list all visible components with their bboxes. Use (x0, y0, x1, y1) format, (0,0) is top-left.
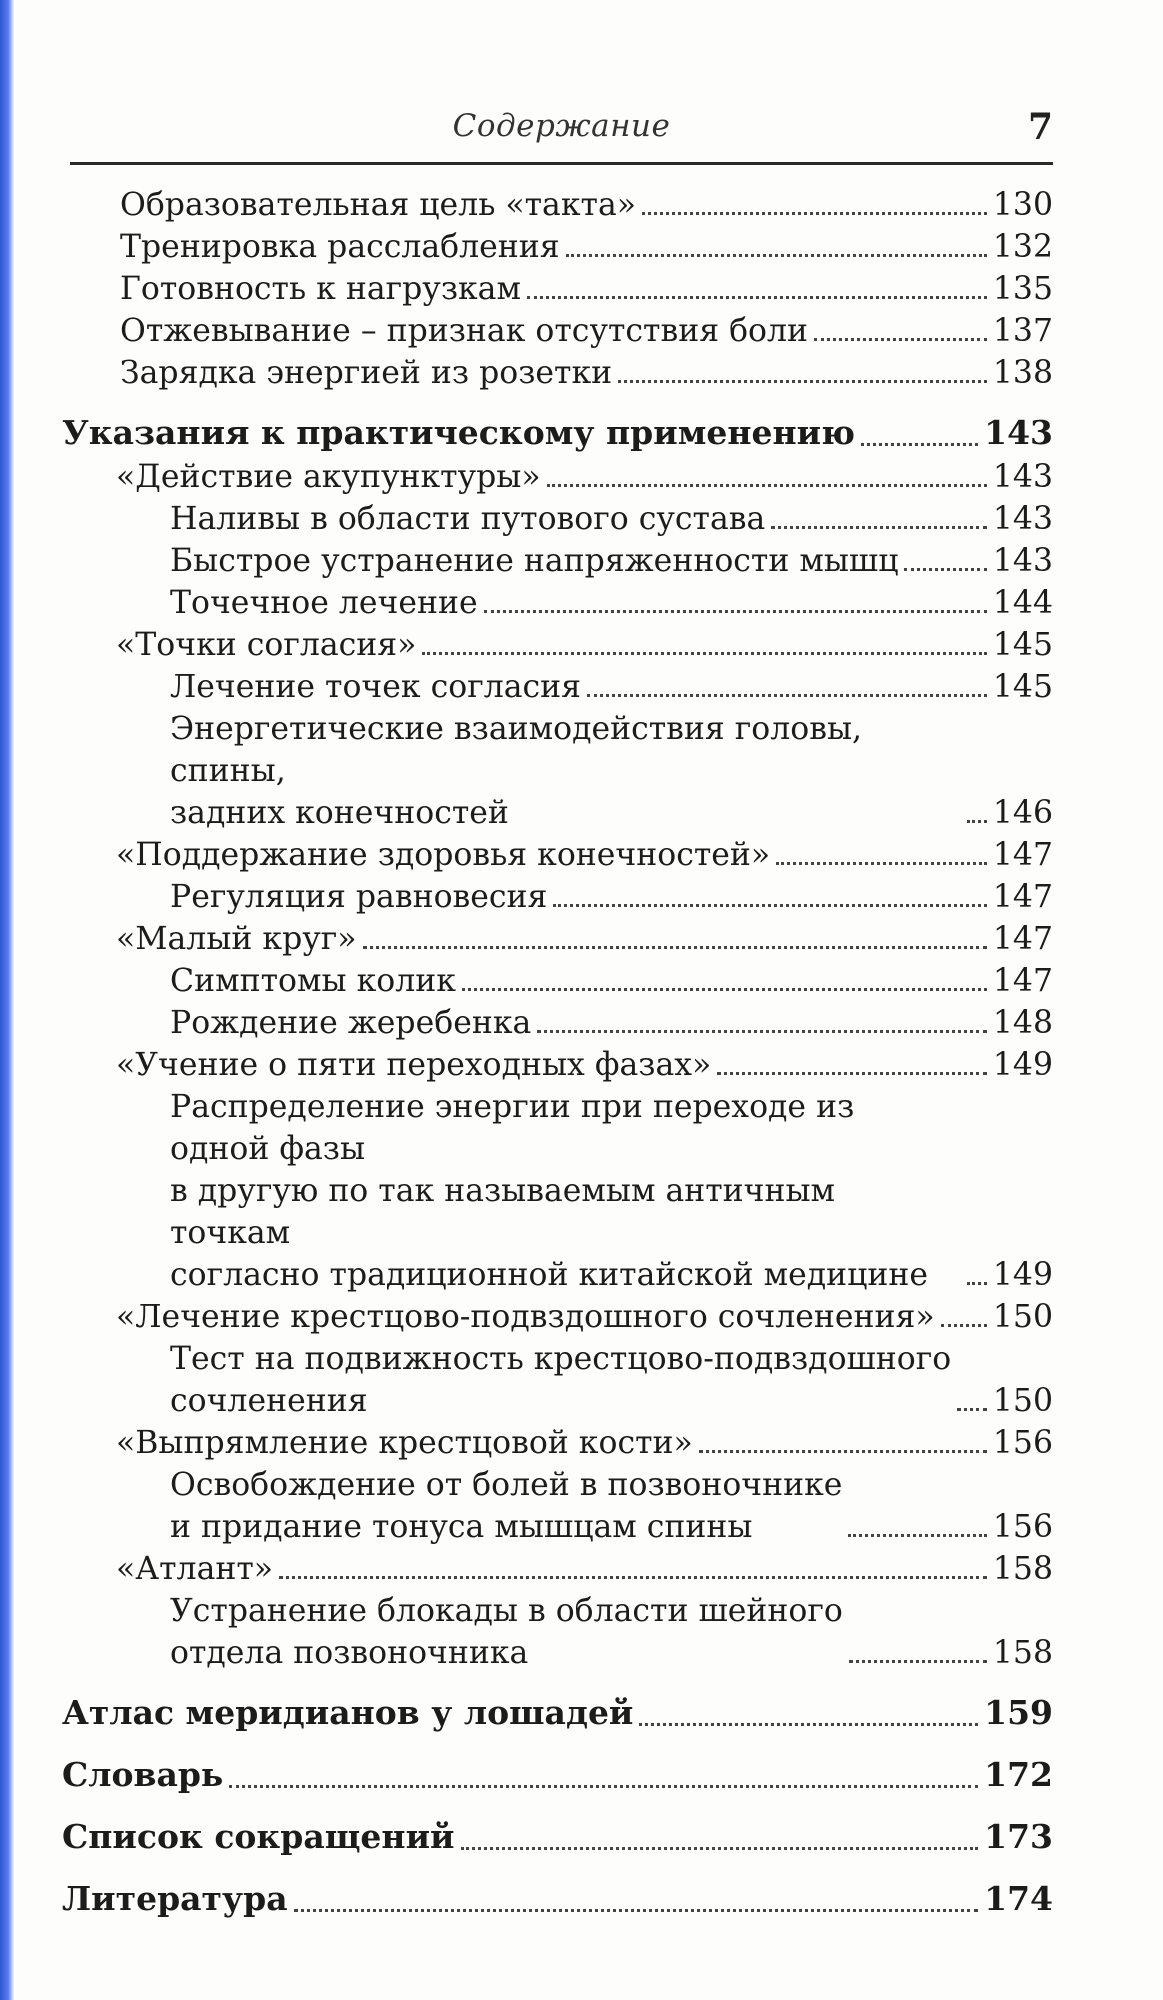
toc-entry-title: «Действие акупунктуры» (116, 459, 541, 495)
toc-entry-title: Указания к практическому применению (62, 413, 855, 452)
toc-entry-page: 149 (992, 1257, 1053, 1293)
toc-entry (62, 410, 1053, 456)
dot-leader (904, 568, 986, 571)
toc-entry-page: 159 (984, 1693, 1053, 1732)
toc-entry-page: 135 (992, 271, 1053, 307)
dot-leader (618, 380, 987, 383)
toc-entry-title: Образовательная цель «такта» (120, 187, 636, 223)
page-header (70, 106, 1053, 165)
toc-entry-title: «Поддержание здоровья конечностей» (116, 837, 771, 873)
toc-entry-title: Готовность к нагрузкам (120, 271, 521, 307)
toc-entry (62, 1814, 1053, 1860)
toc-entry-title: Энергетические взаимодействия головы, спины, задних конечностей (170, 711, 863, 831)
toc-entry-page: 156 (992, 1425, 1053, 1461)
dot-leader (957, 1408, 987, 1411)
dot-leader (461, 1847, 979, 1850)
dot-leader (294, 1909, 979, 1912)
dot-leader (699, 1450, 987, 1453)
toc-entry (62, 582, 1053, 624)
dot-leader (229, 1785, 978, 1788)
dot-leader (422, 652, 986, 655)
toc-entry-title: «Учение о пяти переходных фазах» (116, 1047, 712, 1083)
toc-entry-title: Быстрое устранение напряженности мышц (170, 543, 899, 579)
dot-leader (553, 904, 986, 907)
toc-entry-page: 145 (992, 627, 1053, 663)
dot-leader (848, 1534, 986, 1537)
toc-entry-title: Тренировка расслабления (120, 229, 560, 265)
toc-entry (62, 1876, 1053, 1922)
dot-leader (717, 1072, 987, 1075)
toc-entry-page: 143 (992, 543, 1053, 579)
toc-entry (62, 666, 1053, 708)
toc-entry-page: 144 (992, 585, 1053, 621)
dot-leader (279, 1576, 987, 1579)
toc-entry-page: 158 (992, 1551, 1053, 1587)
toc-entry-page: 145 (992, 669, 1053, 705)
dot-leader (814, 338, 987, 341)
toc-entry (62, 268, 1053, 310)
toc-entry (62, 1422, 1053, 1464)
toc-entry-title: Список сокращений (62, 1817, 455, 1856)
toc-entry-title: «Лечение крестцово-подвздошного сочленения» (116, 1299, 935, 1335)
dot-leader (849, 1660, 987, 1663)
toc-entry (62, 498, 1053, 540)
dot-leader (547, 484, 987, 487)
running-title: Содержание (452, 108, 671, 144)
dot-leader (462, 988, 987, 991)
toc-entry-page: 172 (984, 1755, 1053, 1794)
toc-entry (62, 540, 1053, 582)
toc-entry (62, 1296, 1053, 1338)
toc-entry-title: Атлас меридианов у лошадей (62, 1693, 634, 1732)
toc-entry-title: Зарядка энергией из розетки (120, 355, 613, 391)
toc-entry-page: 148 (992, 1005, 1053, 1041)
toc-entry-title: «Атлант» (116, 1551, 274, 1587)
dot-leader (639, 1723, 978, 1726)
toc-entry-title: Рождение жеребенка (170, 1005, 532, 1041)
toc-entry (62, 184, 1053, 226)
toc-entry-page: 143 (992, 459, 1053, 495)
toc-entry (62, 1044, 1053, 1086)
table-of-contents (62, 184, 1053, 1922)
toc-entry-page: 174 (984, 1879, 1053, 1918)
toc-entry (62, 1002, 1053, 1044)
toc-entry-title: Наливы в области путового сустава (170, 501, 766, 537)
toc-entry-page: 147 (992, 879, 1053, 915)
toc-entry-title: «Точки согласия» (116, 627, 417, 663)
toc-entry-title: Тест на подвижность крестцово-подвздошного сочленения (170, 1341, 952, 1419)
toc-entry (62, 1338, 1053, 1422)
page-number: 7 (1027, 106, 1053, 148)
toc-entry (62, 960, 1053, 1002)
dot-leader (967, 820, 987, 823)
toc-entry-page: 147 (992, 921, 1053, 957)
toc-entry-page: 173 (984, 1817, 1053, 1856)
toc-entry-title: «Малый круг» (116, 921, 357, 957)
dot-leader (566, 254, 987, 257)
toc-entry-title: Отжевывание – признак отсутствия боли (120, 313, 809, 349)
toc-entry-title: Устранение блокады в области шейного отдела позвоночника (170, 1593, 843, 1671)
toc-entry-page: 149 (992, 1047, 1053, 1083)
toc-entry (62, 1690, 1053, 1736)
toc-entry-page: 143 (992, 501, 1053, 537)
toc-entry-page: 150 (992, 1299, 1053, 1335)
toc-entry (62, 834, 1053, 876)
toc-entry-page: 130 (992, 187, 1053, 223)
toc-entry-page: 147 (992, 837, 1053, 873)
toc-entry-title: «Выпрямление крестцовой кости» (116, 1425, 693, 1461)
dot-leader (771, 526, 987, 529)
toc-entry (62, 624, 1053, 666)
toc-entry-page: 147 (992, 963, 1053, 999)
dot-leader (941, 1324, 987, 1327)
toc-entry-title: Освобождение от болей в позвоночнике и придание тонуса мышцам спины (170, 1467, 843, 1545)
toc-entry (62, 1086, 1053, 1296)
dot-leader (967, 1282, 987, 1285)
dot-leader (587, 694, 987, 697)
toc-entry (62, 456, 1053, 498)
page-edge (0, 0, 14, 2000)
dot-leader (484, 610, 987, 613)
toc-entry-title: Симптомы колик (170, 963, 456, 999)
toc-entry (62, 708, 1053, 834)
toc-entry-page: 146 (992, 795, 1053, 831)
dot-leader (776, 862, 987, 865)
toc-entry (62, 352, 1053, 394)
toc-entry-title: Литература (62, 1879, 288, 1918)
toc-entry (62, 1752, 1053, 1798)
toc-entry-page: 132 (992, 229, 1053, 265)
toc-entry-page: 158 (992, 1635, 1053, 1671)
toc-entry-title: Регуляция равновесия (170, 879, 548, 915)
toc-entry (62, 1464, 1053, 1548)
dot-leader (861, 443, 978, 446)
toc-entry-page: 150 (992, 1383, 1053, 1419)
toc-entry (62, 226, 1053, 268)
toc-entry-page: 137 (992, 313, 1053, 349)
toc-entry-title: Лечение точек согласия (170, 669, 582, 705)
dot-leader (642, 212, 987, 215)
toc-entry (62, 876, 1053, 918)
dot-leader (527, 296, 987, 299)
toc-entry-page: 138 (992, 355, 1053, 391)
toc-entry-title: Точечное лечение (170, 585, 478, 621)
toc-entry (62, 310, 1053, 352)
toc-entry-title: Словарь (62, 1755, 224, 1794)
dot-leader (537, 1030, 987, 1033)
toc-entry (62, 918, 1053, 960)
toc-entry-page: 156 (992, 1509, 1053, 1545)
toc-entry (62, 1548, 1053, 1590)
dot-leader (363, 946, 987, 949)
toc-entry (62, 1590, 1053, 1674)
toc-entry-title: Распределение энергии при переходе из одной фазы в другую по так называемым античным точкам согласно традиционной китайской медицине (170, 1089, 929, 1293)
toc-entry-page: 143 (984, 413, 1053, 452)
